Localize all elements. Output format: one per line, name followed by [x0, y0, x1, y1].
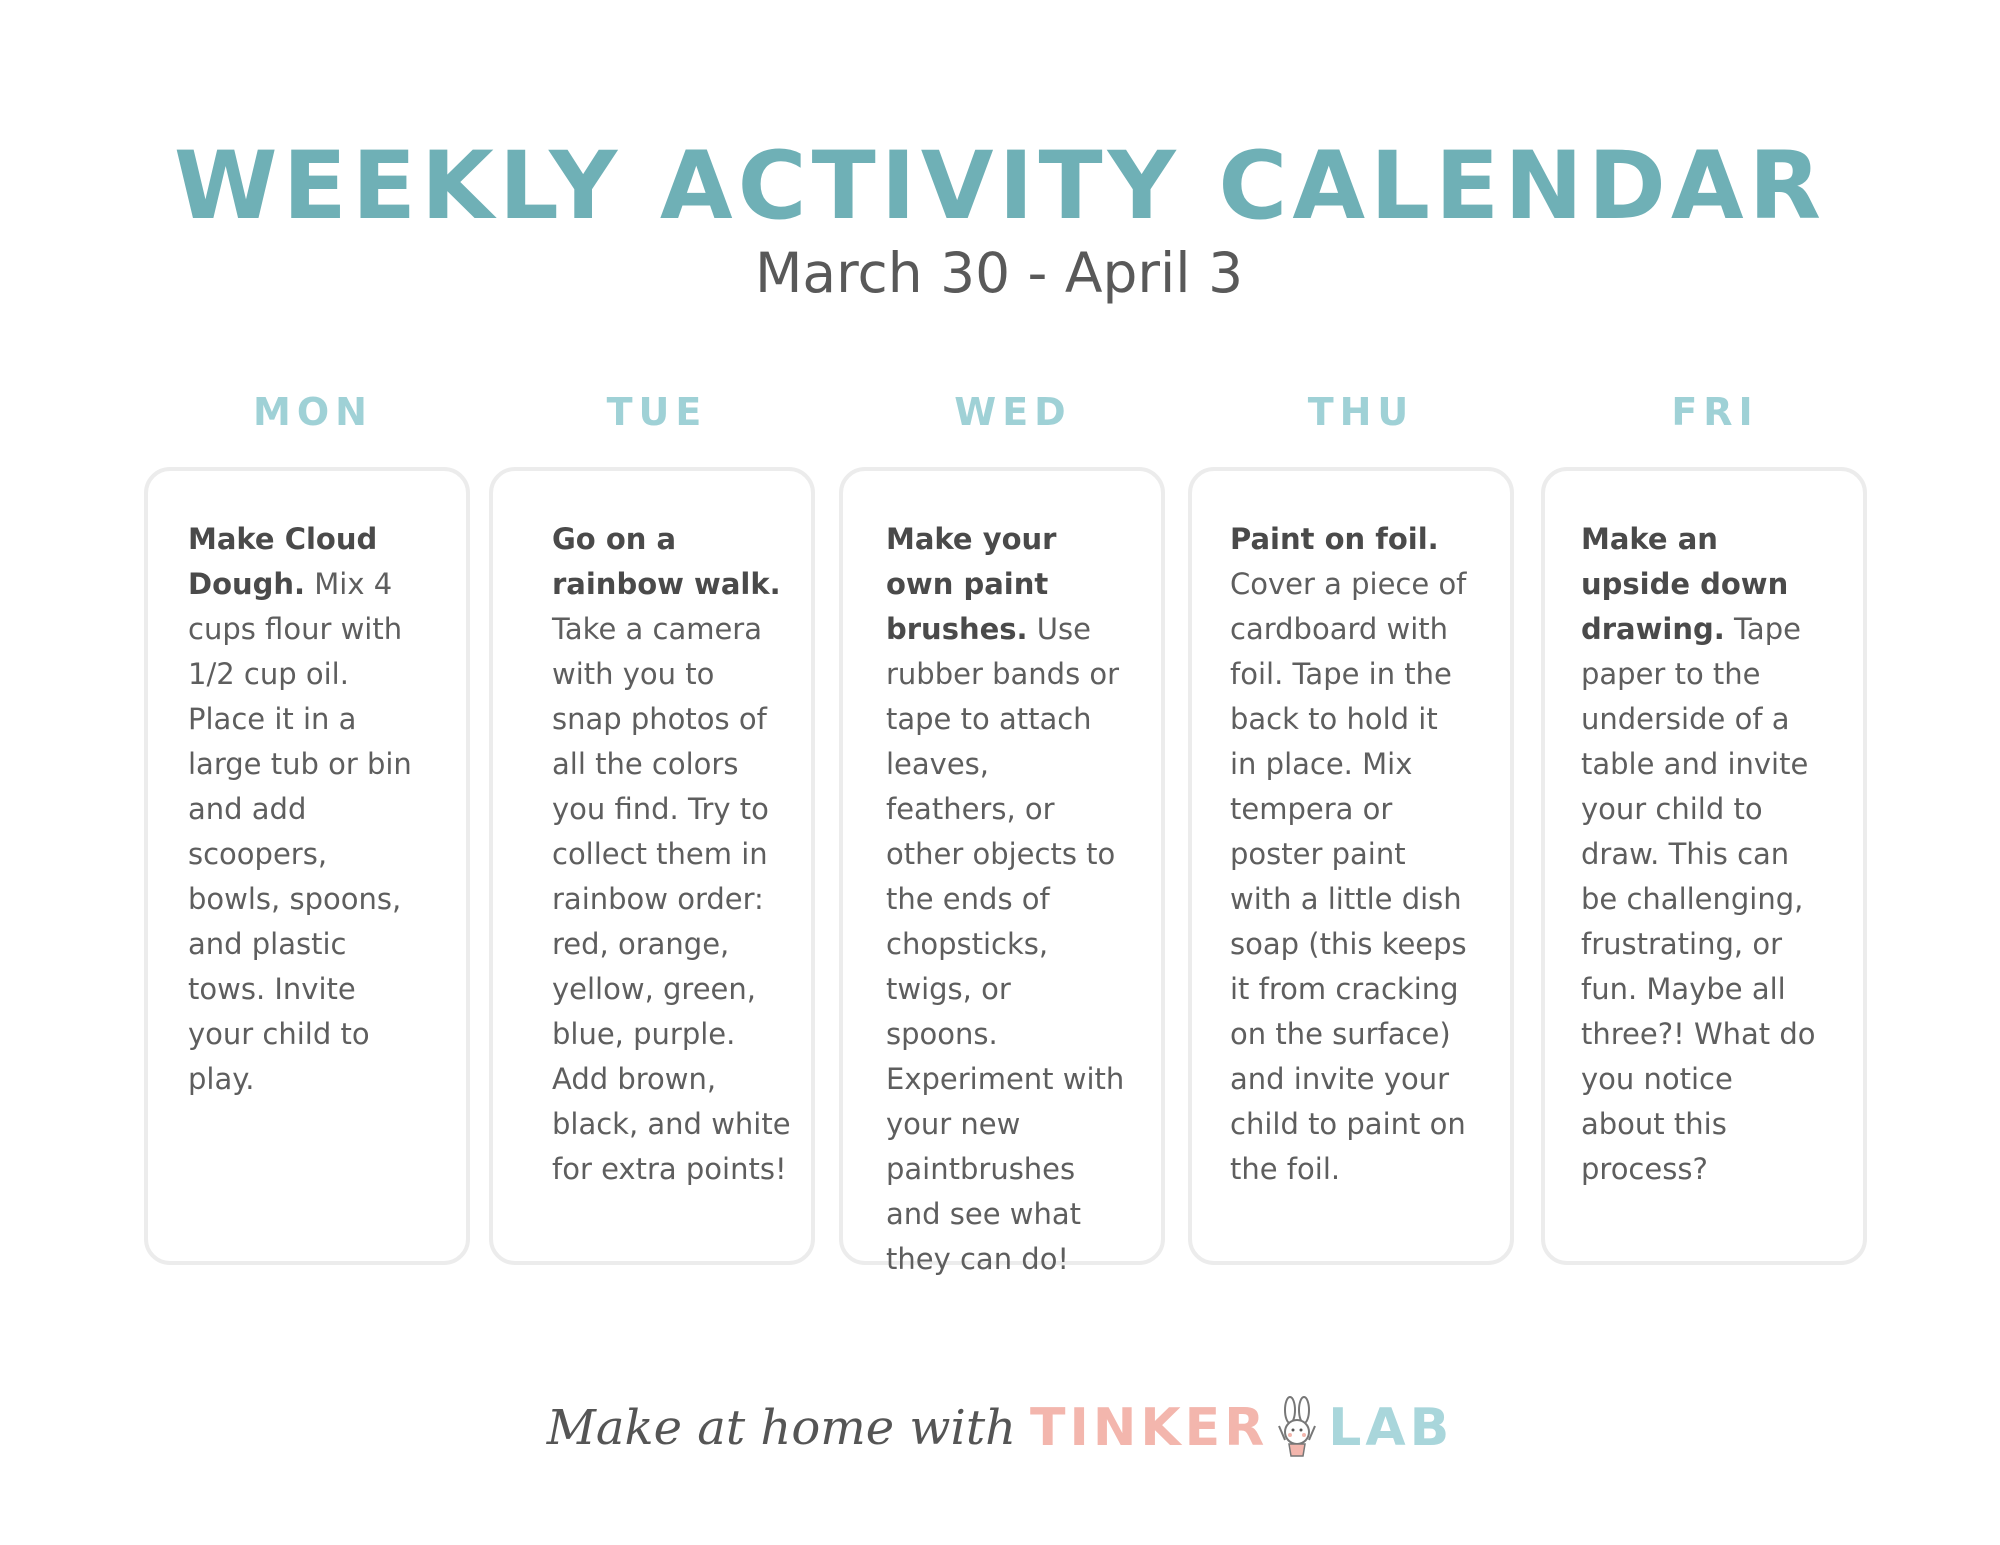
activity-description	[886, 517, 1126, 1282]
activity-description	[1581, 517, 1821, 1192]
day-header-fri: FRI	[1671, 390, 1759, 434]
date-range: March 30 - April 3	[754, 241, 1244, 305]
activity-body: Tape paper to the underside of a table and invite your child to draw. This can be challenging, frustrating, or fun. Maybe all three?! What do you notice about this process?	[1581, 612, 1816, 1186]
activity-title: Paint on foil.	[1230, 522, 1439, 556]
day-header-mon: MON	[253, 390, 373, 434]
activity-body: Mix 4 cups flour with 1/2 cup oil. Place it in a large tub or bin and add scoopers, bowls, spoons, and plastic tows. Invite your child to play.	[188, 567, 412, 1096]
activity-card-fri	[1541, 467, 1867, 1265]
page-title: WEEKLY ACTIVITY CALENDAR	[173, 132, 1827, 241]
activity-card-thu	[1188, 467, 1514, 1265]
footer	[0, 1388, 2000, 1468]
day-header-wed: WED	[954, 390, 1072, 434]
day-header-thu: THU	[1307, 390, 1415, 434]
activity-description	[188, 517, 428, 1102]
brand-lab: LAB	[1328, 1398, 1454, 1458]
activity-body: Take a camera with you to snap photos of all the colors you find. Try to collect them in rainbow order: red, orange, yellow, green, blue, purple. Add brown, black, and white for extra points!	[552, 612, 791, 1186]
day-header-tue: TUE	[606, 390, 708, 434]
activity-body: Use rubber bands or tape to attach leaves, feathers, or other objects to the ends of chopsticks, twigs, or spoons. Experiment with your new paintbrushes and see what they can do!	[886, 612, 1125, 1276]
activity-card-wed	[839, 467, 1165, 1276]
activity-body: Cover a piece of cardboard with foil. Tape in the back to hold it in place. Mix tempera or poster paint with a little dish soap (this keeps it from cracking on the surface) and invite your child to paint on the foil.	[1230, 567, 1467, 1186]
activity-card-tue	[489, 467, 815, 1265]
activity-title: Make your own paint brushes.	[886, 522, 1057, 646]
bunny-icon	[1270, 1396, 1326, 1460]
activity-title: Make Cloud Dough.	[188, 522, 378, 601]
activity-card-mon	[144, 467, 470, 1265]
activity-title: Make an upside down drawing.	[1581, 522, 1789, 646]
activity-description	[1230, 517, 1470, 1192]
activity-description	[552, 517, 792, 1192]
footer-tagline: Make at home with	[546, 1400, 1017, 1456]
brand-tinker: TINKER	[1030, 1398, 1269, 1458]
activity-title: Go on a rainbow walk.	[552, 522, 781, 601]
